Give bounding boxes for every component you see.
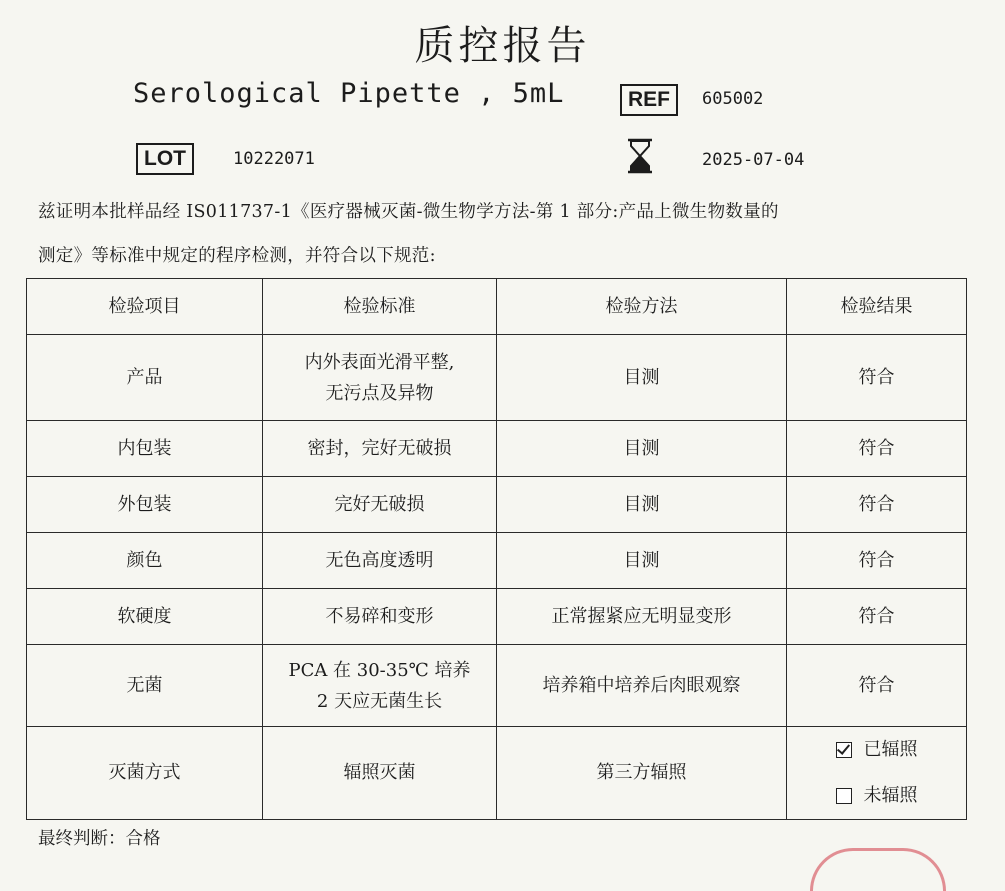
expiry-date: 2025-07-04 (702, 150, 805, 170)
header-result: 检验结果 (787, 279, 967, 335)
cell-standard (263, 645, 497, 727)
sterilization-row (27, 727, 967, 820)
standard-line: 无污点及异物 (325, 382, 434, 404)
cell-standard: 无色高度透明 (263, 533, 497, 589)
standard-line: 内外表面光滑平整, (304, 351, 455, 373)
cell-method: 目测 (497, 477, 787, 533)
product-name: Serological Pipette , 5mL (133, 78, 565, 109)
cell-standard: 辐照灭菌 (263, 727, 497, 820)
cell-result: 符合 (787, 645, 967, 727)
cell-standard: 密封，完好无破损 (263, 421, 497, 477)
cell-method: 培养箱中培养后肉眼观察 (497, 645, 787, 727)
cell-item: 外包装 (27, 477, 263, 533)
cell-result: 符合 (787, 533, 967, 589)
lot-number: 10222071 (233, 149, 315, 169)
table-row (27, 533, 967, 589)
cell-item: 颜色 (27, 533, 263, 589)
cell-result: 符合 (787, 477, 967, 533)
option-label: 已辐照 (863, 739, 918, 760)
table-row (27, 335, 967, 421)
cell-standard (263, 335, 497, 421)
cell-result: 符合 (787, 335, 967, 421)
cell-item: 灭菌方式 (27, 727, 263, 820)
hourglass-icon (625, 138, 655, 174)
cell-method: 第三方辐照 (497, 727, 787, 820)
standard-line: 2 天应无菌生长 (316, 690, 443, 712)
table-row (27, 589, 967, 645)
ref-symbol: REF (620, 84, 678, 116)
cell-item: 软硬度 (27, 589, 263, 645)
inspection-table (26, 278, 967, 820)
cell-standard: 完好无破损 (263, 477, 497, 533)
checked-checkbox-icon (836, 742, 852, 758)
cell-method: 目测 (497, 335, 787, 421)
header-item: 检验项目 (27, 279, 263, 335)
cell-result: 符合 (787, 421, 967, 477)
sterilization-options (787, 727, 967, 820)
cell-item: 内包装 (27, 421, 263, 477)
header-method: 检验方法 (497, 279, 787, 335)
table-row (27, 421, 967, 477)
option-irradiated (795, 727, 958, 773)
cell-method: 目测 (497, 421, 787, 477)
option-label: 未辐照 (863, 785, 918, 806)
cell-method: 目测 (497, 533, 787, 589)
cell-item: 无菌 (27, 645, 263, 727)
cell-method: 正常握紧应无明显变形 (497, 589, 787, 645)
option-not-irradiated (795, 773, 958, 819)
ref-number: 605002 (702, 89, 764, 109)
final-verdict: 最终判断：合格 (38, 829, 161, 849)
statement-line-1: 兹证明本批样品经 IS011737-1《医疗器械灭菌-微生物学方法-第 1 部分:产品上微生物数量的 (38, 202, 779, 222)
standard-line: PCA 在 30-35℃ 培养 (288, 659, 471, 681)
header-standard: 检验标准 (263, 279, 497, 335)
lot-symbol: LOT (136, 143, 194, 175)
unchecked-checkbox-icon (836, 788, 852, 804)
stamp-seal (810, 848, 946, 891)
cell-standard: 不易碎和变形 (263, 589, 497, 645)
cell-item: 产品 (27, 335, 263, 421)
statement-line-2: 测定》等标准中规定的程序检测，并符合以下规范: (38, 246, 436, 266)
table-row (27, 645, 967, 727)
certification-statement (38, 190, 998, 278)
report-title: 质控报告 (414, 23, 591, 69)
cell-result: 符合 (787, 589, 967, 645)
table-row (27, 477, 967, 533)
table-header-row (27, 279, 967, 335)
